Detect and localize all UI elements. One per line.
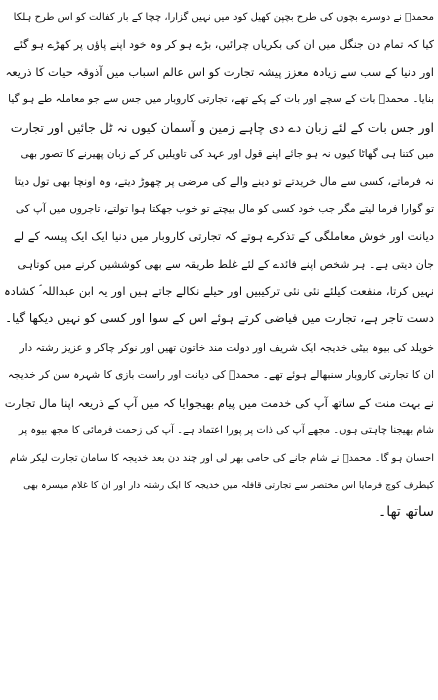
text-line: ان کا تجارتی کاروبار سنبھالے ہوئے تھے۔ محمدؐ کی دیانت اور راست بازی کا شہرہ سن کر خدیجہ [7,369,434,382]
text-line: اور دنیا کے سب سے زیادہ معزز پیشہ تجارت کو اس عالم اسباب میں آذوقہ حیات کا ذریعہ [5,64,434,79]
text-line: جان دیتی ہے۔ ہر شخص اپنے فائدے کے لئے غلط طریقہ سے بھی کوششیں کرنے میں کوتاہی [17,257,434,271]
text-line: محمدؐ نے دوسرے بچوں کی طرح بچپن کھیل کود میں نہیں گزارا، چچا کے بار کفالت کو اس طرح ہلکا [13,12,434,23]
text-line: دیانت اور خوش معاملگی کے تذکرے ہوتے کہ تجارتی کاروبار میں دنیا ایک ایک پیسہ کے لے [13,229,434,244]
text-line: میں کتنا ہی گھاٹا کیوں نہ ہو جائے اپنے قول اور عہد کی تاویلیں کر کے زبان پھیرنے کا تصور بھی [20,148,434,161]
text-line: نہ فرماتے، کسی سے مال خریدتے تو دینے والے کی مرضی پر چھوڑ دیتے، وہ اونچا بھی تول دیتا [14,175,434,189]
text-line: خویلد کی بیوہ بیٹی خدیجہ ایک شریف اور دولت مند خاتون تھیں اور نوکر چاکر و عزیز رشتہ دار [19,341,434,354]
text-line: کیا کہ تمام دن جنگل میں ان کی بکریاں چرائیں، بڑے ہو کر وہ خود اپنے پاؤں پر کھڑے ہو گئے [13,38,434,52]
text-line: اور جس بات کے لئے زبان دے دی چاہے زمین و آسمان کیوں نہ ٹل جائیں اور تجارت [10,119,434,135]
text-line: احسان ہو گا۔ محمدؐ نے شام جانے کی حامی بھر لی اور چند دن بعد خدیجہ کا سامان تجارت لیکر شام [9,452,434,464]
paragraph-1 [4,4,434,333]
text-line: دست تاجر ہے، تجارت میں فیاضی کرتے ہوئے اس کے سوا اور کسی کو نہیں دیکھا گیا۔ [5,311,434,326]
text-line: بنایا۔ محمدؐ بات کے سچے اور بات کے پکے تھے، تجارتی کاروبار میں جس سے جو معاملہ طے ہو گیا [8,93,434,106]
text-line: نہیں کرتا، منفعت کیلئے نئی نئی ترکیبیں اور حیلے نکالے جاتے ہیں اور یہ ابن عبداللہ ؐ کشادہ [4,284,434,299]
text-line: کیطرف کوچ فرمایا اس مختصر سے تجارتی قافلہ میں خدیجہ کا ایک رشتہ دار اور ان کا غلام میسرہ بھی [23,479,434,491]
paragraph-2 [4,335,434,527]
text-line: شام بھیجنا چاہتی ہوں۔ مجھے آپ کی ذات پر پورا اعتماد ہے۔ آپ کی زحمت فرمائی کا مجھ بیوہ پر [18,425,434,437]
document-page [4,4,434,696]
text-line: نے بہت منت کے ساتھ آپ کی خدمت میں پیام بھیجوایا کہ میں آپ کے ذریعہ اپنا مال تجارت [4,395,434,410]
text-line: ساتھ تھا۔ [377,504,434,521]
text-line: تو گوارا فرما لیتے مگر جب خود کسی کو مال بیچتے تو خوب جھکتا ہوا تولتے، تاجروں میں آپ کی [15,202,434,215]
